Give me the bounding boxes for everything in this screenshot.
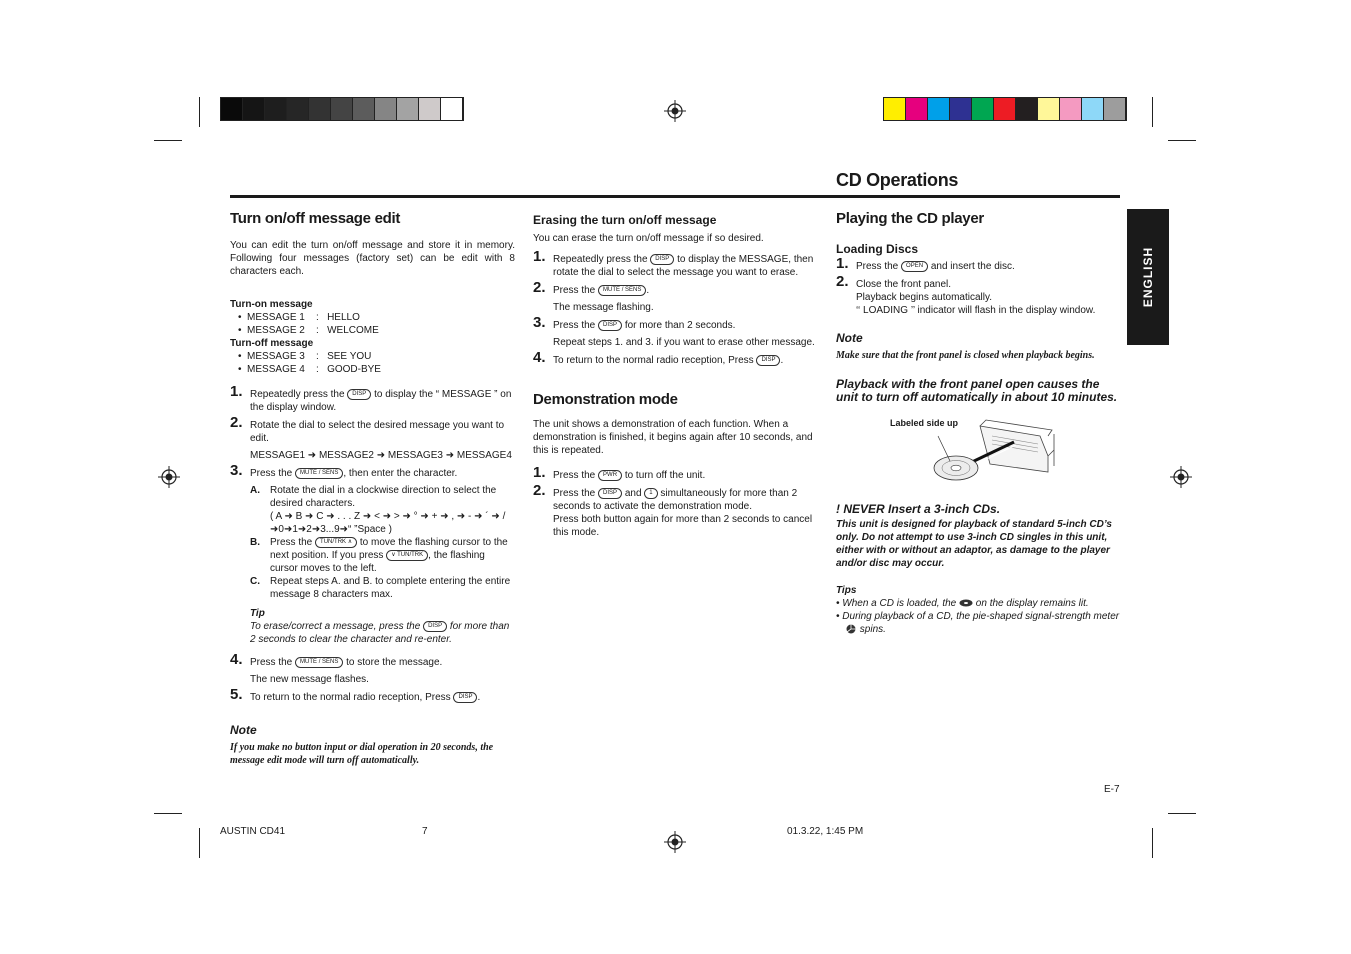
mute-sens-button-icon: MUTE / SENS	[295, 468, 343, 479]
tun-trk-up-button-icon: TUN/TRK ∧	[315, 537, 357, 548]
gray-calibration-bar	[220, 97, 464, 121]
color-swatch	[375, 98, 397, 120]
disp-button-icon: DISP	[598, 488, 622, 499]
step-3: 3. Press the MUTE / SENS , then enter the character. A. Rotate the dial in a clockwise direction to select the desired characters. ( A ➜ B ➜ C ➜ . . . Z ➜ < ➜ > ➜ ° ➜ + ➜ , ➜ - ➜ ´ ➜ / ➜0➜1➜2➜3...9➜“ ”Space ) B. Press the TUN/TRK ∧ to move the flashing cursor to the next position. If you press ∨ TUN/TRK , the flashing cursor moves to the left. C. Repeat steps A. and B. to complete entering the entire message 8 characters max. Tip To erase/correct a message, press the DISP for more than 2 seconds to clear the character and re-enter.	[230, 467, 515, 646]
section-heading-message-edit: Turn on/off message edit	[230, 210, 401, 227]
cd-insert-illustration-icon	[930, 416, 1060, 488]
registration-mark-icon	[664, 100, 686, 122]
loading-heading: Loading Discs	[836, 242, 919, 256]
middle-column	[533, 213, 818, 539]
color-swatch	[1104, 98, 1126, 120]
color-swatch	[397, 98, 419, 120]
left-column	[230, 210, 515, 767]
color-swatch	[1016, 98, 1038, 120]
crop-mark	[154, 813, 182, 814]
title-rule	[230, 195, 1120, 198]
loading-step-1: 1. Press the OPEN and insert the disc.	[836, 255, 1015, 272]
step-number: 5.	[230, 686, 243, 703]
cd-indicator-icon	[959, 599, 973, 607]
page-number: E-7	[1104, 784, 1120, 795]
color-swatch	[994, 98, 1016, 120]
crop-mark	[199, 97, 200, 127]
warning-text: Playback with the front panel open causes the unit to turn off automatically in about 10 minutes.	[836, 377, 1118, 404]
tun-trk-down-button-icon: ∨ TUN/TRK	[386, 550, 428, 561]
section-heading-playing: Playing the CD player	[836, 210, 984, 227]
color-swatch	[331, 98, 353, 120]
erase-step-2: 2. Press the MUTE / SENS . The message flashing.	[533, 279, 654, 313]
step-4: 4. Press the MUTE / SENS to store the message. The new message flashes.	[230, 651, 443, 685]
note-label: Note	[230, 723, 257, 737]
demo-step-1: 1. Press the PWR to turn off the unit.	[533, 464, 706, 481]
step-number: 1.	[230, 383, 243, 400]
color-swatch	[265, 98, 287, 120]
disp-button-icon: DISP	[453, 692, 477, 703]
crop-mark	[1168, 140, 1196, 141]
step-number: 2.	[230, 414, 243, 431]
footer-page: 7	[422, 826, 428, 837]
erase-intro: You can erase the turn on/off message if so desired.	[533, 233, 764, 244]
character-sequence: ( A ➜ B ➜ C ➜ . . . Z ➜ < ➜ > ➜ ° ➜ + ➜ , ➜ - ➜ ´ ➜ / ➜0➜1➜2➜3...9➜“ ”Space )	[270, 511, 506, 535]
color-swatch	[950, 98, 972, 120]
section-heading-demo: Demonstration mode	[533, 391, 678, 408]
tips-label: Tips	[836, 585, 857, 596]
turn-on-item: • MESSAGE 2 : WELCOME	[238, 325, 379, 336]
never-insert-text: This unit is designed for playback of standard 5-inch CD’s only. Do not attempt to use 3-inch CD singles in this unit, either with or without an adaptor, as damage to the player and/or disc may occur.	[836, 519, 1112, 569]
figure-label: Labeled side up	[890, 418, 959, 428]
crop-mark	[154, 140, 182, 141]
color-swatch	[353, 98, 375, 120]
color-calibration-bar	[883, 97, 1127, 121]
registration-mark-icon	[664, 831, 686, 853]
right-column	[836, 210, 1121, 636]
turn-on-label: Turn-on message	[230, 299, 313, 310]
cd-insert-figure	[836, 416, 1121, 488]
substep-c: C. Repeat steps A. and B. to complete entering the entire message 8 characters max.	[250, 576, 511, 600]
step-1: 1. Repeatedly press the DISP to display the “ MESSAGE ” on the display window.	[230, 383, 512, 413]
registration-mark-icon	[1170, 466, 1192, 488]
color-swatch	[928, 98, 950, 120]
language-tab-label: ENGLISH	[1141, 246, 1155, 308]
section-heading-erasing: Erasing the turn on/off message	[533, 213, 717, 227]
step-2: 2. Rotate the dial to select the desired message you want to edit. MESSAGE1 ➜ MESSAGE2 ➜ MESSAGE3 ➜ MESSAGE4	[230, 419, 515, 462]
substep-a: A. Rotate the dial in a clockwise direction to select the desired characters. ( A ➜ B ➜ C ➜ . . . Z ➜ < ➜ > ➜ ° ➜ + ➜ , ➜ - ➜ ´ ➜ / ➜0➜1➜2➜3...9➜“ ”Space )	[250, 484, 515, 536]
erase-step-3: 3. Press the DISP for more than 2 seconds. Repeat steps 1. and 3. if you want to erase other message.	[533, 314, 815, 348]
color-swatch	[1082, 98, 1104, 120]
color-swatch	[309, 98, 331, 120]
color-swatch	[1060, 98, 1082, 120]
open-button-icon: OPEN	[901, 261, 928, 272]
crop-mark	[1152, 97, 1153, 127]
step-number: 4.	[230, 651, 243, 668]
mute-sens-button-icon: MUTE / SENS	[598, 285, 646, 296]
language-tab	[1127, 209, 1169, 345]
note-text: If you make no button input or dial operation in 20 seconds, the message edit mode will turn off automatically.	[230, 742, 494, 766]
color-swatch	[221, 98, 243, 120]
message-sequence: MESSAGE1 ➜ MESSAGE2 ➜ MESSAGE3 ➜ MESSAGE4	[250, 450, 512, 461]
footer-timestamp: 01.3.22, 1:45 PM	[787, 826, 864, 837]
turn-off-item: • MESSAGE 4 : GOOD-BYE	[238, 364, 381, 375]
step-number: 3.	[230, 462, 243, 479]
page-title: CD Operations	[836, 170, 959, 190]
pwr-button-icon: PWR	[598, 470, 622, 481]
message-edit-intro: You can edit the turn on/off message and store it in memory. Following four messages (factory set) can be edit with 8 characters each.	[230, 240, 515, 277]
demo-step-2: 2. Press the DISP and 1 simultaneously for more than 2 seconds to activate the demonstration mode. Press both button again for more than 2 seconds to cancel this mode.	[533, 482, 813, 538]
turn-on-item: • MESSAGE 1 : HELLO	[238, 312, 360, 323]
tip-2: • During playback of a CD, the pie-shaped signal-strength meter spins.	[836, 611, 1120, 635]
color-swatch	[243, 98, 265, 120]
turn-off-item: • MESSAGE 3 : SEE YOU	[238, 351, 372, 362]
erase-step-1: 1. Repeatedly press the DISP to display the MESSAGE, then rotate the dial to select the message you want to erase.	[533, 248, 814, 278]
disp-button-icon: DISP	[598, 320, 622, 331]
disp-button-icon: DISP	[756, 355, 780, 366]
loading-step-2: 2. Close the front panel. Playback begins automatically. ‘‘ LOADING ’’ indicator will flash in the display window.	[836, 273, 1096, 316]
color-swatch	[441, 98, 463, 120]
note-text: Make sure that the front panel is closed when playback begins.	[836, 350, 1095, 361]
disp-button-icon: DISP	[347, 389, 371, 400]
signal-strength-meter-icon	[845, 624, 857, 634]
tip-text: To erase/correct a message, press the DISP for more than 2 seconds to clear the character and re-enter.	[250, 621, 510, 645]
erase-step-4: 4. To return to the normal radio reception, Press DISP .	[533, 349, 784, 366]
tip-label: Tip	[250, 608, 265, 619]
footer-left: AUSTIN CD41	[220, 826, 286, 837]
substep-b: B. Press the TUN/TRK ∧ to move the flashing cursor to the next position. If you press ∨ TUN/TRK , the flashing cursor moves to the left.	[250, 537, 508, 574]
turn-off-label: Turn-off message	[230, 338, 314, 349]
crop-mark	[199, 828, 200, 858]
demo-intro: The unit shows a demonstration of each function. When a demonstration is finished, it begins again after 10 seconds, and this is repeated.	[533, 419, 813, 456]
color-swatch	[884, 98, 906, 120]
note-label: Note	[836, 331, 863, 345]
color-swatch	[287, 98, 309, 120]
color-swatch	[972, 98, 994, 120]
step-5: 5. To return to the normal radio reception, Press DISP .	[230, 686, 481, 703]
color-swatch	[1038, 98, 1060, 120]
color-swatch	[419, 98, 441, 120]
never-insert-heading: ! NEVER Insert a 3-inch CDs.	[836, 502, 1001, 516]
tip-1: • When a CD is loaded, the on the display remains lit.	[836, 598, 1089, 609]
disp-button-icon: DISP	[423, 621, 447, 632]
crop-mark	[1168, 813, 1196, 814]
crop-mark	[1152, 828, 1153, 858]
mute-sens-button-icon: MUTE / SENS	[295, 657, 343, 668]
registration-mark-icon	[158, 466, 180, 488]
color-swatch	[906, 98, 928, 120]
disp-button-icon: DISP	[650, 254, 674, 265]
preset-1-button-icon: 1	[644, 488, 657, 499]
